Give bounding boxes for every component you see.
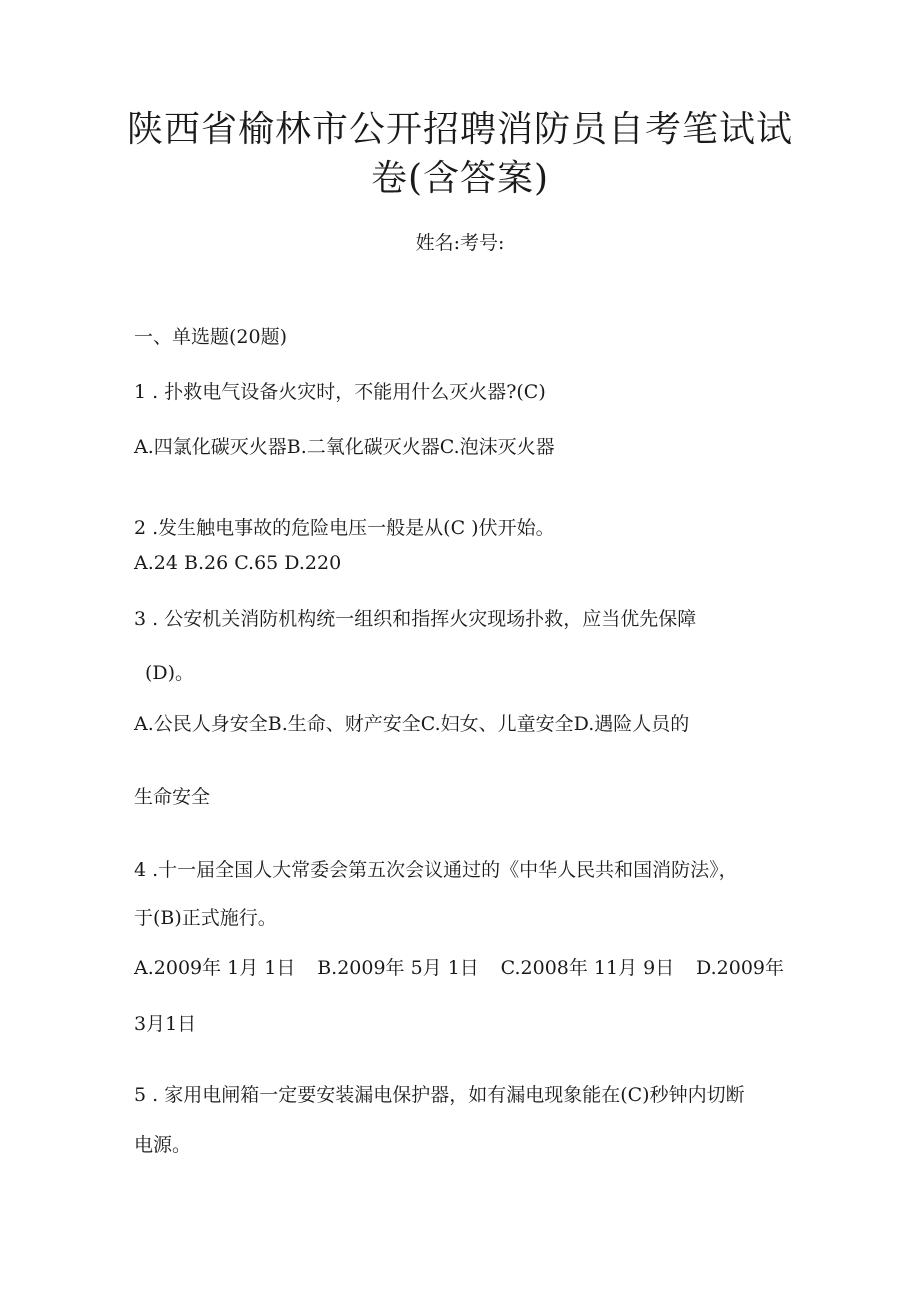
question-4-option-b: B.2009年 5月 1日 bbox=[317, 957, 479, 979]
question-1-text: 1 . 扑救电气设备火灾时，不能用什么灭火器?(C) bbox=[134, 381, 546, 403]
question-4-option-a: A.2009年 1月 1日 bbox=[134, 957, 296, 979]
document-title-line-1: 陕西省榆林市公开招聘消防员自考笔试试 bbox=[126, 109, 793, 150]
question-3-text-continued: (D)。 bbox=[145, 662, 195, 684]
question-4-option-d: D.2009年 bbox=[696, 957, 784, 979]
section-heading: 一、单选题(20题) bbox=[134, 326, 288, 348]
question-2-text: 2 .发生触电事故的危险电压一般是从(C )伏开始。 bbox=[134, 517, 555, 539]
question-3-text: 3 . 公安机关消防机构统一组织和指挥火灾现场扑救，应当优先保障 bbox=[134, 608, 697, 630]
question-4-options-continued: 3月1日 bbox=[134, 1013, 197, 1035]
question-2-options: A.24 B.26 C.65 D.220 bbox=[134, 552, 342, 574]
question-1-options: A.四氯化碳灭火器B.二氧化碳灭火器C.泡沫灭火器 bbox=[134, 436, 555, 458]
name-and-exam-number: 姓名:考号: bbox=[415, 232, 505, 254]
question-5-text: 5 . 家用电闸箱一定要安装漏电保护器，如有漏电现象能在(C)秒钟内切断 bbox=[134, 1084, 745, 1106]
document-title-line-2: 卷(含答案) bbox=[370, 158, 550, 199]
question-4-options bbox=[134, 955, 784, 981]
question-4-text: 4 .十一届全国人大常委会第五次会议通过的《中华人民共和国消防法》， bbox=[134, 859, 738, 881]
question-5-text-continued: 电源。 bbox=[134, 1134, 192, 1156]
question-4-text-continued: 于(B)正式施行。 bbox=[134, 907, 277, 929]
question-3-options-continued: 生命安全 bbox=[134, 786, 211, 808]
question-3-options: A.公民人身安全B.生命、财产安全C.妇女、儿童安全D.遇险人员的 bbox=[134, 713, 690, 735]
question-4-option-c: C.2008年 11月 9日 bbox=[500, 957, 675, 979]
